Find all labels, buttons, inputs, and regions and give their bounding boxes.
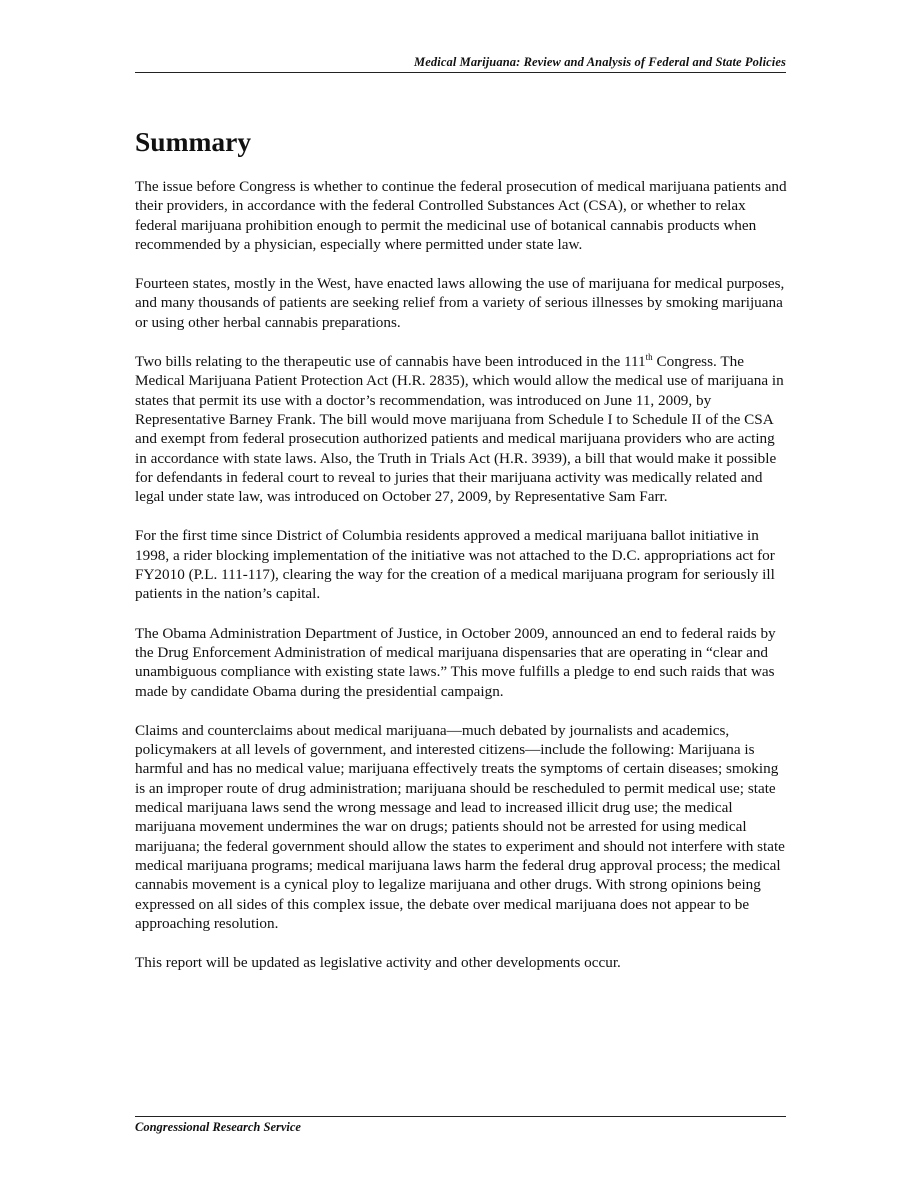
footer-rule: [135, 1116, 786, 1117]
paragraph-1: The issue before Congress is whether to continue the federal prosecution of medical marijuana patients and their providers, in accordance with the federal Controlled Substances Act (CSA), or whether to relax federal marijuana prohibition enough to permit the medicinal use of botanical cannabis products when recommended by a physician, especially where permitted under state law.: [135, 178, 787, 253]
paragraph-5: The Obama Administration Department of Justice, in October 2009, announced an end to federal raids by the Drug Enforcement Administration of medical marijuana dispensaries that are operating in “clear and unambiguous compliance with existing state laws.” This move fulfills a pledge to end such raids that was made by candidate Obama during the presidential campaign.: [135, 624, 776, 700]
section-title: Summary: [135, 126, 252, 157]
paragraph-3: [135, 352, 790, 506]
ordinal-superscript: th: [645, 352, 653, 363]
paragraph-4: For the first time since District of Columbia residents approved a medical marijuana ballot initiative in 1998, a rider blocking implementation of the initiative was not attached to the D.C. appropriations act for FY2010 (P.L. 111-117), clearing the way for the creation of a medical marijuana program for seriously ill patients in the nation’s capital.: [135, 527, 775, 603]
paragraph-7: This report will be updated as legislative activity and other developments occur.: [135, 954, 621, 972]
running-footer: Congressional Research Service: [135, 1120, 301, 1134]
paragraph-2: Fourteen states, mostly in the West, have enacted laws allowing the use of marijuana for medical purposes, and many thousands of patients are seeking relief from a variety of serious illnesses by smoking marijuana or using other herbal cannabis preparations.: [135, 275, 785, 331]
running-header: Medical Marijuana: Review and Analysis of Federal and State Policies: [414, 55, 786, 69]
paragraph-3-lead: Two bills relating to the therapeutic use of cannabis have been introduced in the 111: [135, 353, 646, 371]
header-rule: [135, 72, 786, 73]
paragraph-3-rest: Congress. The Medical Marijuana Patient Protection Act (H.R. 2835), which would allow the medical use of marijuana in states that permit its use with a doctor’s recommendation, was introduced on June 11, 2009, by Representative Barney Frank. The bill would move marijuana from Schedule I to Schedule II of the CSA and exempt from federal prosecution authorized patients and medical marijuana providers who are acting in accordance with state laws. Also, the Truth in Trials Act (H.R. 3939), a bill that would make it possible for defendants in federal court to reveal to juries that their marijuana activity was medically related and legal under state law, was introduced on October 27, 2009, by Representative Sam Farr.: [135, 353, 784, 506]
summary-body: [135, 177, 790, 992]
paragraph-6: Claims and counterclaims about medical marijuana—much debated by journalists and academics, policymakers at all levels of government, and interested citizens—include the following: Marijuana is harmful and has no medical value; marijuana effectively treats the symptoms of certain diseases; smoking is an improper route of drug administration; marijuana should be rescheduled to permit medical use; state medical marijuana laws send the wrong message and lead to increased illicit drug use; the medical marijuana movement undermines the war on drugs; patients should not be arrested for using medical marijuana; the federal government should allow the states to experiment and should not interfere with state medical marijuana programs; medical marijuana laws harm the federal drug approval process; the medical cannabis movement is a cynical ploy to legalize marijuana and other drugs. With strong opinions being expressed on all sides of this complex issue, the debate over medical marijuana does not appear to be approaching resolution.: [135, 721, 785, 932]
